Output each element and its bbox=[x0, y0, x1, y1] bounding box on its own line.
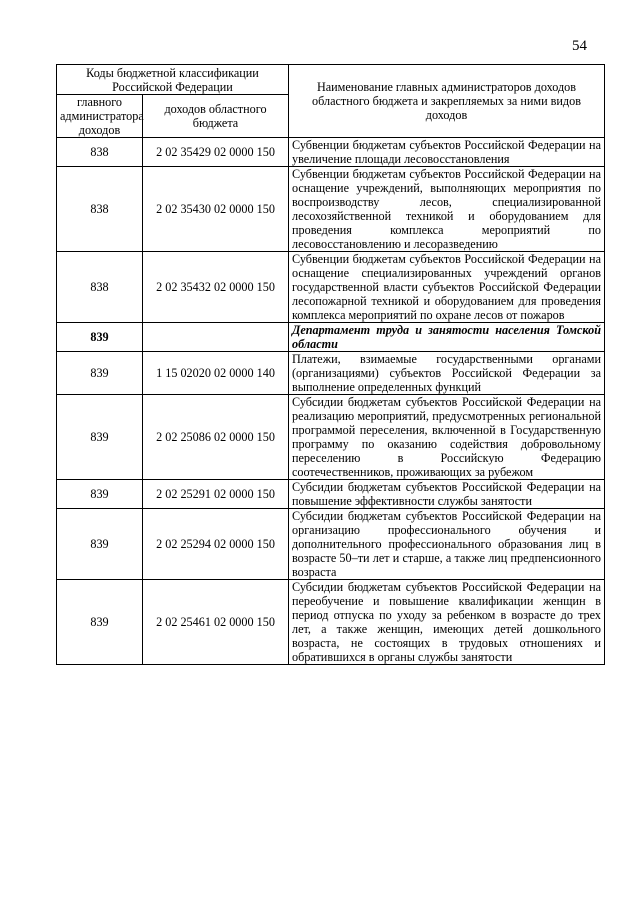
revenue-code-cell: 1 15 02020 02 0000 140 bbox=[143, 352, 289, 395]
revenue-code-cell: 2 02 25291 02 0000 150 bbox=[143, 480, 289, 509]
table-row bbox=[57, 480, 605, 509]
table-row bbox=[57, 167, 605, 252]
header-name-column: Наименование главных администраторов доходов областного бюджета и закрепляемых за ними видов доходов bbox=[289, 65, 605, 138]
admin-code-cell: 839 bbox=[57, 395, 143, 480]
revenue-code-cell: 2 02 25461 02 0000 150 bbox=[143, 580, 289, 665]
header-code-column: доходов областного бюджета bbox=[143, 95, 289, 138]
table-row bbox=[57, 509, 605, 580]
admin-code-cell: 838 bbox=[57, 167, 143, 252]
revenue-name-cell: Субсидии бюджетам субъектов Российской Федерации на организацию профессионального обучения и дополнительного профессионального образования лиц в возрасте 50–ти лет и старше, а также лиц предпенсионного возраста bbox=[289, 509, 605, 580]
revenue-code-cell: 2 02 35429 02 0000 150 bbox=[143, 138, 289, 167]
admin-code-cell: 839 bbox=[57, 323, 143, 352]
revenue-code-cell bbox=[143, 323, 289, 352]
page-number: 54 bbox=[572, 38, 587, 54]
revenue-name-cell: Субсидии бюджетам субъектов Российской Федерации на переобучение и повышение квалификации женщин в период отпуска по уходу за ребенком в возрасте до трех лет, а также женщин, имеющих детей дошкольного возраста, не состоящих в трудовых отношениях и обратившихся в органы службы занятости bbox=[289, 580, 605, 665]
admin-code-cell: 839 bbox=[57, 352, 143, 395]
table-row bbox=[57, 138, 605, 167]
revenue-code-cell: 2 02 25294 02 0000 150 bbox=[143, 509, 289, 580]
admin-code-cell: 839 bbox=[57, 480, 143, 509]
revenue-name-cell: Субсидии бюджетам субъектов Российской Федерации на реализацию мероприятий, предусмотренных региональной программой переселения, включенной в Государственную программу по оказанию содействия добровольному переселению в Российскую Федерацию соотечественников, проживающих за рубежом bbox=[289, 395, 605, 480]
admin-code-cell: 838 bbox=[57, 138, 143, 167]
revenue-name-cell: Департамент труда и занятости населения Томской области bbox=[289, 323, 605, 352]
revenue-code-cell: 2 02 35430 02 0000 150 bbox=[143, 167, 289, 252]
revenue-code-cell: 2 02 25086 02 0000 150 bbox=[143, 395, 289, 480]
revenue-name-cell: Платежи, взимаемые государственными органами (организациями) субъектов Российской Федерации за выполнение определенных функций bbox=[289, 352, 605, 395]
header-admin-column: главного администратора доходов bbox=[57, 95, 143, 138]
table-row bbox=[57, 580, 605, 665]
table-body bbox=[57, 138, 605, 665]
revenue-name-cell: Субвенции бюджетам субъектов Российской Федерации на оснащение учреждений, выполняющих мероприятия по воспроизводству лесов, специализированной лесохозяйственной техникой и оборудованием для проведения комплекса мероприятий по лесовосстановлению и лесоразведению bbox=[289, 167, 605, 252]
table-row bbox=[57, 395, 605, 480]
budget-classification-table bbox=[56, 64, 605, 665]
revenue-name-cell: Субвенции бюджетам субъектов Российской Федерации на увеличение площади лесовосстановления bbox=[289, 138, 605, 167]
revenue-name-cell: Субсидии бюджетам субъектов Российской Федерации на повышение эффективности службы занятости bbox=[289, 480, 605, 509]
admin-code-cell: 839 bbox=[57, 509, 143, 580]
header-codes-group: Коды бюджетной классификации Российской Федерации bbox=[57, 65, 289, 95]
table-row bbox=[57, 352, 605, 395]
table-row bbox=[57, 252, 605, 323]
revenue-code-cell: 2 02 35432 02 0000 150 bbox=[143, 252, 289, 323]
admin-code-cell: 838 bbox=[57, 252, 143, 323]
table-row bbox=[57, 323, 605, 352]
revenue-name-cell: Субвенции бюджетам субъектов Российской Федерации на оснащение специализированных учреждений органов государственной власти субъектов Российской Федерации лесопожарной техникой и оборудованием для проведения комплекса мероприятий по охране лесов от пожаров bbox=[289, 252, 605, 323]
admin-code-cell: 839 bbox=[57, 580, 143, 665]
